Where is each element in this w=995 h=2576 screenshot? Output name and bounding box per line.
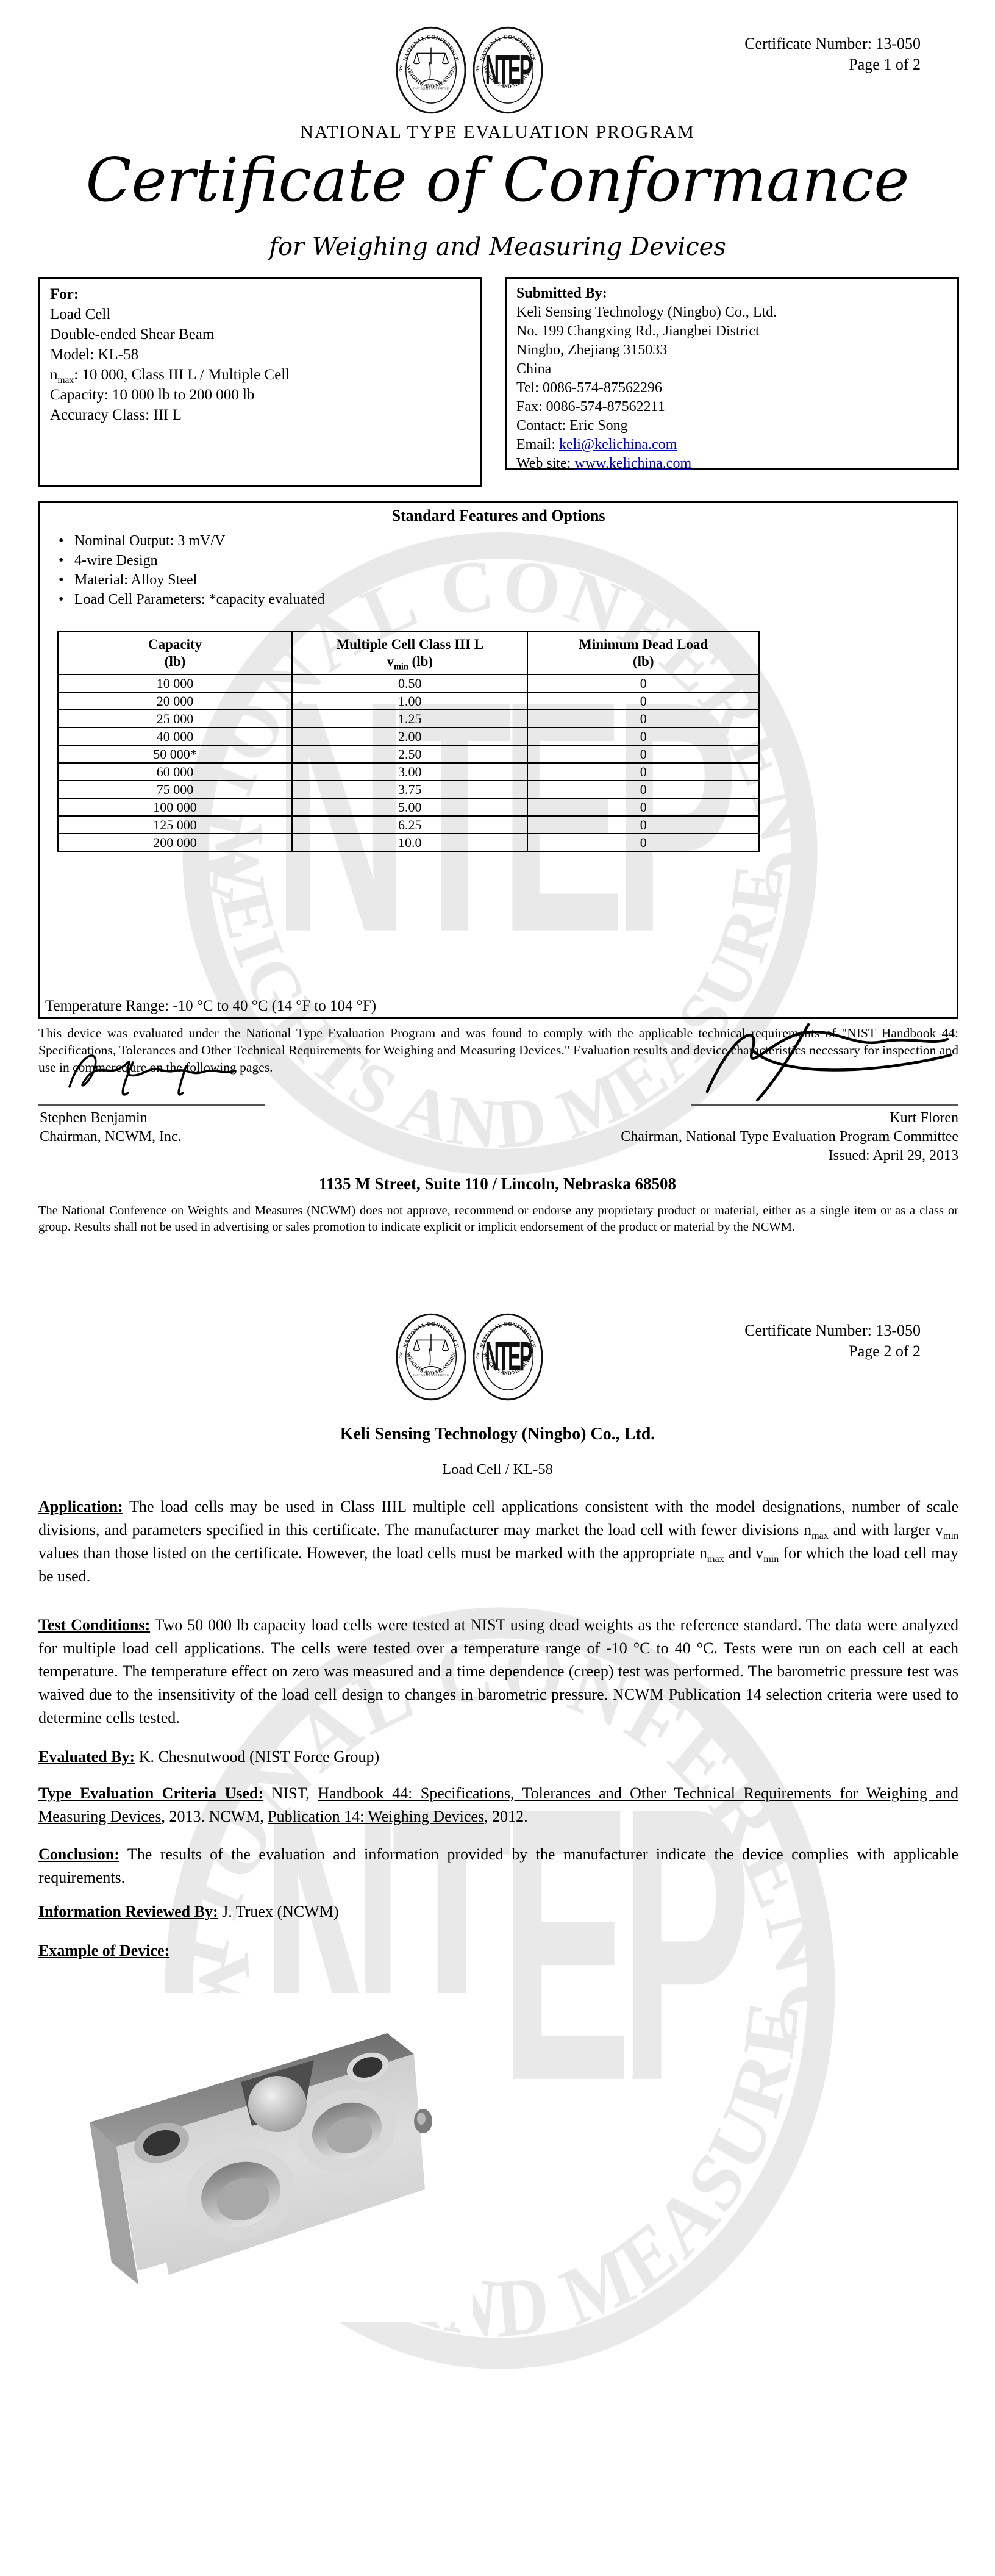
table-cell: 0.50 xyxy=(292,674,527,692)
text-segment: Type Evaluation Criteria Used: xyxy=(38,1784,264,1802)
application-paragraph xyxy=(38,1495,958,1588)
table-cell: 200 000 xyxy=(58,834,292,851)
table-cell: 0 xyxy=(527,728,759,745)
signatory-right-name: Kurt Floren xyxy=(890,1110,958,1126)
table-cell: 125 000 xyxy=(58,816,292,834)
company-name: Keli Sensing Technology (Ningbo) Co., Ltd. xyxy=(340,1425,655,1444)
text-segment: J. Truex (NCWM) xyxy=(218,1903,339,1920)
bullet-item: • Load Cell Parameters: *capacity evaluated xyxy=(59,590,324,609)
text-segment: max xyxy=(57,375,74,385)
text-segment: NIST, xyxy=(263,1784,318,1802)
table-cell: 2.00 xyxy=(292,728,527,745)
text-segment: v xyxy=(387,654,394,669)
criteria-paragraph xyxy=(38,1782,958,1828)
text-segment: Handbook 44: Specifications, Tolerances and Other Technical Requirements for Weighing and Measuring Devices xyxy=(38,1784,958,1825)
text-segment: , 2013. NCWM, xyxy=(161,1808,268,1825)
text-segment: and with larger v xyxy=(828,1521,943,1539)
evaluated-by-line xyxy=(38,1745,958,1769)
device-name: Load Cell / KL-58 xyxy=(442,1461,553,1478)
dead-load-header: Minimum Dead Load (lb) xyxy=(527,632,759,674)
for-box xyxy=(38,277,482,487)
table-cell: 100 000 xyxy=(58,798,292,816)
text-line xyxy=(516,360,947,379)
table-cell: 0 xyxy=(527,816,759,834)
text-segment: min xyxy=(943,1531,959,1542)
signatory-left xyxy=(40,1109,182,1147)
table-cell: 0 xyxy=(527,798,759,816)
table-cell: 75 000 xyxy=(58,781,292,798)
capacity-header: Capacity (lb) xyxy=(58,632,292,674)
temperature-range: Temperature Range: -10 °C to 40 °C (14 °F to 104 °F) xyxy=(45,998,377,1014)
text-segment: n xyxy=(50,367,58,383)
table-cell: 0 xyxy=(527,674,759,692)
bullet-item: • Material: Alloy Steel xyxy=(59,570,324,590)
signature-rule-left xyxy=(38,1104,265,1106)
text-segment: Publication 14: Weighing Devices xyxy=(268,1808,485,1825)
table-cell: 3.00 xyxy=(292,763,527,781)
table-cell: 20 000 xyxy=(58,692,292,710)
certificate-number: Certificate Number: 13-050 xyxy=(744,1322,921,1339)
text-line xyxy=(516,379,947,398)
table-cell: 1.25 xyxy=(292,710,527,728)
text-line xyxy=(50,304,470,324)
standard-features-title: Standard Features and Options xyxy=(391,507,605,524)
text-line xyxy=(516,303,947,322)
program-title: NATIONAL TYPE EVALUATION PROGRAM xyxy=(300,122,695,142)
table-row xyxy=(58,834,759,851)
table-row xyxy=(58,798,759,816)
text-segment: Conclusion: xyxy=(38,1845,119,1863)
text-segment: Accuracy Class: III L xyxy=(50,407,182,423)
signature-right xyxy=(689,1020,957,1105)
certificate-number: Certificate Number: 13-050 xyxy=(744,35,921,52)
table-cell: 40 000 xyxy=(58,728,292,745)
table-cell: 0 xyxy=(527,763,759,781)
table-cell: 0 xyxy=(527,781,759,798)
submitted-by-label: Submitted By: xyxy=(516,285,607,301)
device-photo xyxy=(58,1993,473,2322)
text-segment: Model: KL-58 xyxy=(50,346,139,363)
table-cell: 1.00 xyxy=(292,692,527,710)
text-segment: Keli Sensing Technology (Ningbo) Co., Ltd. xyxy=(516,304,777,320)
table-cell: 60 000 xyxy=(58,763,292,781)
text-segment: Information Reviewed By: xyxy=(38,1903,218,1920)
text-segment: Fax: 0086-574-87562211 xyxy=(516,399,665,415)
issued-date: Issued: April 29, 2013 xyxy=(828,1148,958,1164)
table-header-row xyxy=(58,632,759,674)
bullet-item: • Nominal Output: 3 mV/V xyxy=(59,531,324,551)
text-line xyxy=(516,398,947,417)
table-row xyxy=(58,745,759,763)
for-lines xyxy=(50,304,470,425)
text-segment: Example of Device: xyxy=(38,1942,170,1959)
text-segment: Tel: 0086-574-87562296 xyxy=(516,380,662,396)
website-link[interactable]: www.kelichina.com xyxy=(574,456,692,471)
conclusion-paragraph xyxy=(38,1843,958,1889)
page-indicator: Page 1 of 2 xyxy=(849,55,921,73)
table-cell: 0 xyxy=(527,692,759,710)
text-line xyxy=(516,341,947,360)
text-segment: Contact: Eric Song xyxy=(516,418,628,434)
table-cell: 0 xyxy=(527,745,759,763)
text-segment: Double-ended Shear Beam xyxy=(50,326,215,343)
page1-certificate-number-block xyxy=(744,34,921,75)
text-segment: The results of the evaluation and information provided by the manufacturer indicate the device complies with applicable requirements. xyxy=(38,1845,958,1886)
table-cell: 10 000 xyxy=(58,674,292,692)
ncwm-seal xyxy=(395,1312,467,1401)
text-segment: and v xyxy=(724,1544,764,1562)
text-segment: Load Cell xyxy=(50,306,111,323)
ncwm-address: 1135 M Street, Suite 110 / Lincoln, Nebraska 68508 xyxy=(318,1175,676,1193)
text-segment: Evaluated By: xyxy=(38,1748,135,1766)
certificate-title: Certificate of Conformance xyxy=(85,146,910,215)
text-segment: : 10 000, Class III L / Multiple Cell xyxy=(74,367,290,383)
ntep-seal xyxy=(472,1312,544,1401)
page1-seals xyxy=(395,26,544,115)
capacity-table xyxy=(57,631,760,852)
email-link[interactable]: keli@kelichina.com xyxy=(558,437,677,453)
text-segment: max xyxy=(811,1531,829,1542)
ncwm-seal xyxy=(395,26,467,115)
for-label: For: xyxy=(50,286,79,302)
vmin-header: Multiple Cell Class III L $v_{min}$ (lb) xyxy=(292,632,527,674)
table-cell: 0 xyxy=(527,710,759,728)
text-segment: China xyxy=(516,361,552,377)
text-segment: The load cells may be used in Class IIIL multiple cell applications consistent with the model designations, number of scale divisions, and parameters specified in this certificate. The manufacturer may market the load cell with fewer divisions n xyxy=(38,1498,958,1539)
signatory-left-title: Chairman, NCWM, Inc. xyxy=(40,1129,182,1145)
test-conditions-paragraph xyxy=(38,1614,958,1730)
text-segment: No. 199 Changxing Rd., Jiangbei District xyxy=(516,323,760,339)
table-row xyxy=(58,781,759,798)
text-segment: Test Conditions: xyxy=(38,1616,151,1634)
text-segment: Email: xyxy=(516,437,559,453)
text-segment: Capacity: 10 000 lb to 200 000 lb xyxy=(50,387,255,403)
information-reviewed-line xyxy=(38,1900,958,1923)
text-segment: , 2012. xyxy=(484,1808,528,1825)
table-cell: 5.00 xyxy=(292,798,527,816)
certificate-subtitle: for Weighing and Measuring Devices xyxy=(269,233,726,261)
submitted-by-box xyxy=(505,277,959,470)
evaluation-paragraph: This device was evaluated under the National Type Evaluation Program and was found to comply with the applicable technical requirements of "NIST Handbook 44: Specifications, Tolerances and Other Technical Requirements for Weighing and Measuring Devices." Evaluation results and device characteristics necessary for inspection and use in commerce are on the following pages. xyxy=(38,1026,958,1075)
signatory-right-title: Chairman, National Type Evaluation Program Committee xyxy=(621,1129,958,1145)
text-line xyxy=(50,405,470,425)
signature-rule-right xyxy=(691,1104,958,1106)
text-segment: min xyxy=(763,1554,779,1565)
text-segment: Application: xyxy=(38,1498,123,1515)
text-segment: K. Chesnutwood (NIST Force Group) xyxy=(135,1748,380,1766)
bullet-item: • 4-wire Design xyxy=(59,551,324,570)
text-line xyxy=(50,345,470,365)
text-line xyxy=(516,435,947,454)
page-indicator: Page 2 of 2 xyxy=(849,1342,921,1360)
table-cell: 50 000* xyxy=(58,745,292,763)
table-cell: 10.0 xyxy=(292,834,527,851)
signatory-left-name: Stephen Benjamin xyxy=(40,1110,148,1126)
table-row xyxy=(58,728,759,745)
table-row xyxy=(58,692,759,710)
text-segment: values than those listed on the certificate. However, the load cells must be marked with the appropriate n xyxy=(38,1544,707,1562)
submitted-by-lines xyxy=(516,303,947,473)
text-line xyxy=(516,417,947,435)
table-row xyxy=(58,710,759,728)
text-segment: for which the load cell may be used. xyxy=(38,1544,958,1585)
text-line xyxy=(50,385,470,405)
table-row xyxy=(58,674,759,692)
table-cell: 25 000 xyxy=(58,710,292,728)
standard-features-box xyxy=(38,501,958,1019)
ntep-seal xyxy=(472,26,544,115)
text-line xyxy=(50,324,470,345)
table-cell: 3.75 xyxy=(292,781,527,798)
table-cell: 6.25 xyxy=(292,816,527,834)
text-segment: Web site: xyxy=(516,456,575,471)
page2-certificate-number-block xyxy=(744,1320,921,1362)
signature-left xyxy=(46,1044,259,1105)
features-bullet-list xyxy=(59,531,324,609)
table-cell: 2.50 xyxy=(292,745,527,763)
text-line xyxy=(516,322,947,341)
table-row xyxy=(58,816,759,834)
text-line xyxy=(516,454,947,473)
table-row xyxy=(58,763,759,781)
text-segment: min xyxy=(394,662,408,672)
example-of-device-label xyxy=(38,1939,958,1962)
signatory-right xyxy=(621,1109,958,1165)
page2-seals xyxy=(395,1312,544,1401)
text-segment: max xyxy=(707,1554,724,1565)
table-cell: 0 xyxy=(527,834,759,851)
text-segment: Ningbo, Zhejiang 315033 xyxy=(516,342,668,358)
text-line xyxy=(50,365,470,385)
text-segment: (lb) xyxy=(408,654,433,669)
page1-footer-disclaimer: The National Conference on Weights and Measures (NCWM) does not approve, recommend or endorse any proprietary product or material, either as a single item or as a class or group. Results shall not be used in advertising or sales promotion to indicate explicit or implicit endorsement of the product or material by the NCWM. xyxy=(38,1204,958,1234)
text-segment: Two 50 000 lb capacity load cells were tested at NIST using dead weights as the reference standard. The data were analyzed for multiple load cell applications. The cells were tested over a temperature range of -10 °C to 40 °C. Tests were run on each cell at each temperature. The temperature effect on zero was measured and a time dependence (creep) test was performed. The barometric pressure test was waived due to the insensitivity of the load cell design to changes in barometric pressure. NCWM Publication 14 selection criteria were used to determine cells tested. xyxy=(38,1616,958,1726)
